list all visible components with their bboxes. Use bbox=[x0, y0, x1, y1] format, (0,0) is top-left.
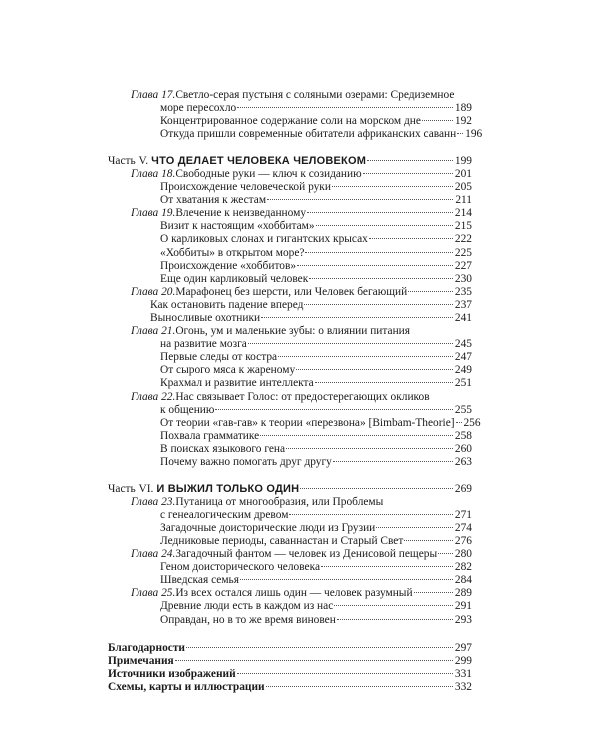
chapter-entry-continuation bbox=[108, 509, 472, 522]
dot-leader bbox=[363, 173, 453, 174]
page-number: 255 bbox=[454, 403, 472, 416]
page-number: 192 bbox=[454, 115, 472, 128]
entry-title: Ледниковые периоды, саваннастан и Старый Свет bbox=[160, 535, 404, 547]
page-number: 211 bbox=[455, 194, 472, 207]
page-number: 237 bbox=[454, 298, 472, 311]
section-entry bbox=[108, 115, 472, 128]
dot-leader bbox=[248, 343, 453, 344]
table-of-contents bbox=[108, 89, 483, 694]
entry-title: Шведская семья bbox=[160, 574, 239, 587]
entry-title: Выносливые охотники bbox=[150, 312, 261, 324]
section-entry bbox=[108, 220, 472, 233]
entry-title: Первые следы от костра bbox=[160, 351, 278, 364]
page-number: 282 bbox=[454, 561, 472, 574]
section-entry bbox=[108, 260, 472, 273]
chapter-label: Глава 17. bbox=[131, 89, 176, 101]
chapter-entry bbox=[108, 89, 472, 102]
page-number: 241 bbox=[454, 312, 472, 324]
chapter-entry-continuation bbox=[108, 404, 472, 417]
backmatter-title: Благодарности bbox=[108, 641, 185, 654]
entry-title: Похвала грамматике bbox=[160, 429, 260, 442]
entry-title-continuation: к общению bbox=[160, 403, 215, 416]
dot-leader bbox=[304, 304, 453, 305]
page-number: 222 bbox=[454, 233, 472, 246]
chapter-entry-continuation bbox=[108, 102, 472, 115]
section-entry bbox=[108, 299, 472, 312]
section-entry bbox=[108, 535, 472, 548]
entry-title: Почему важно помогать друг другу bbox=[160, 456, 332, 469]
dot-leader bbox=[414, 592, 453, 593]
page-number: 280 bbox=[454, 548, 472, 561]
chapter-label: Глава 18. bbox=[131, 167, 176, 180]
page-number: 256 bbox=[463, 416, 481, 429]
dot-leader bbox=[456, 422, 462, 423]
section-entry bbox=[108, 377, 472, 390]
section-entry bbox=[108, 181, 472, 194]
dot-leader bbox=[309, 278, 453, 279]
section-gap bbox=[108, 141, 472, 155]
dot-leader bbox=[337, 619, 453, 620]
section-entry bbox=[108, 522, 472, 535]
page-number: 245 bbox=[454, 338, 472, 351]
dot-leader bbox=[457, 133, 463, 134]
dot-leader bbox=[321, 566, 453, 567]
dot-leader bbox=[237, 673, 453, 674]
part-label: Часть VI. bbox=[108, 482, 154, 495]
dot-leader bbox=[286, 448, 453, 449]
chapter-label: Глава 24. bbox=[131, 548, 176, 561]
entry-title-continuation: море пересохло bbox=[160, 102, 237, 115]
chapter-label: Глава 25. bbox=[131, 587, 176, 600]
dot-leader bbox=[316, 225, 453, 226]
entry-title: Свободные руки — ключ к созиданию bbox=[175, 167, 362, 180]
dot-leader bbox=[422, 120, 453, 121]
section-entry bbox=[108, 273, 472, 286]
dot-leader bbox=[376, 527, 453, 528]
entry-title: Светло-серая пустыня с соляными озерами: Средиземное bbox=[175, 89, 455, 101]
dot-leader bbox=[315, 382, 453, 383]
part-heading bbox=[108, 155, 472, 168]
entry-title: Марафонец без шерсти, или Человек бегающий bbox=[175, 285, 408, 298]
backmatter-title: Примечания bbox=[108, 654, 174, 667]
dot-leader bbox=[266, 686, 453, 687]
section-entry bbox=[108, 574, 472, 587]
page-number: 291 bbox=[454, 600, 472, 613]
dot-leader bbox=[408, 291, 453, 292]
page-number: 201 bbox=[454, 167, 472, 180]
backmatter-title: Схемы, карты и иллюстрации bbox=[108, 680, 265, 693]
entry-title: Еще один карликовый человек bbox=[160, 272, 309, 285]
section-entry bbox=[108, 443, 472, 456]
dot-leader bbox=[186, 647, 453, 648]
entry-title: Происхождение человеческой руки bbox=[160, 181, 331, 194]
entry-title: Из всех остался лишь один — человек разумный bbox=[175, 587, 413, 600]
entry-title: Оправдан, но в то же время виновен bbox=[160, 613, 336, 626]
entry-title: Влечение к неизведанному bbox=[175, 207, 307, 220]
page-number: 189 bbox=[454, 102, 472, 115]
entry-title: От сырого мяса к жареному bbox=[160, 364, 296, 377]
dot-leader bbox=[240, 579, 453, 580]
dot-leader bbox=[305, 252, 453, 253]
page-number: 215 bbox=[454, 220, 472, 233]
dot-leader bbox=[267, 199, 453, 200]
section-entry bbox=[108, 430, 472, 443]
section-gap bbox=[108, 469, 472, 483]
entry-title: Огонь, ум и маленькие зубы: о влиянии питания bbox=[175, 325, 411, 338]
entry-title: Путаница от многообразия, или Проблемы bbox=[175, 495, 384, 508]
chapter-entry bbox=[108, 168, 472, 181]
page-number: 331 bbox=[454, 667, 472, 680]
page-number: 235 bbox=[454, 285, 472, 298]
section-entry bbox=[108, 312, 472, 325]
page-number: 260 bbox=[454, 442, 472, 455]
backmatter-entry bbox=[108, 668, 472, 681]
part-heading bbox=[108, 483, 472, 496]
page-number: 271 bbox=[454, 508, 472, 521]
dot-leader bbox=[297, 265, 453, 266]
page-number: 274 bbox=[454, 521, 472, 534]
section-entry bbox=[108, 351, 472, 364]
entry-title: Нас связывает Голос: от предостерегающих окликов bbox=[175, 390, 430, 403]
chapter-entry bbox=[108, 548, 472, 561]
dot-leader bbox=[175, 660, 453, 661]
section-entry bbox=[108, 456, 472, 469]
section-entry bbox=[108, 416, 481, 430]
dot-leader bbox=[261, 317, 453, 318]
chapter-entry bbox=[108, 325, 472, 338]
entry-title: Геном доисторического человека bbox=[160, 561, 321, 574]
dot-leader bbox=[404, 540, 453, 541]
page-number: 230 bbox=[454, 272, 472, 285]
page-number: 205 bbox=[454, 181, 472, 194]
page-number: 199 bbox=[454, 154, 472, 167]
chapter-label: Глава 21. bbox=[131, 325, 176, 338]
entry-title: От хватания к жестам bbox=[160, 194, 267, 207]
dot-leader bbox=[215, 409, 453, 410]
dot-leader bbox=[260, 435, 453, 436]
dot-leader bbox=[332, 186, 453, 187]
page-number: 263 bbox=[454, 456, 472, 469]
backmatter-entry bbox=[108, 655, 472, 668]
chapter-entry bbox=[108, 286, 472, 299]
chapter-label: Глава 22. bbox=[131, 390, 176, 403]
entry-title: Загадочный фантом — человек из Денисовой пещеры bbox=[175, 548, 438, 561]
part-title: ЧТО ДЕЛАЕТ ЧЕЛОВЕКА ЧЕЛОВЕКОМ bbox=[151, 154, 367, 167]
dot-leader bbox=[278, 356, 453, 357]
page-number: 249 bbox=[454, 364, 472, 377]
entry-title: «Хоббиты» в открытом море? bbox=[160, 246, 305, 259]
section-entry bbox=[108, 364, 472, 377]
entry-title-continuation: на развитие мозга bbox=[160, 338, 247, 351]
chapter-label: Глава 20. bbox=[131, 285, 176, 298]
page-number: 332 bbox=[454, 680, 472, 693]
entry-title: Крахмал и развитие интеллекта bbox=[160, 377, 314, 390]
dot-leader bbox=[296, 369, 453, 370]
entry-title: Концентрированное содержание соли на морском дне bbox=[160, 115, 421, 128]
page-number: 269 bbox=[454, 482, 472, 495]
dot-leader bbox=[307, 212, 453, 213]
section-entry bbox=[108, 600, 472, 613]
chapter-entry bbox=[108, 587, 472, 600]
page-number: 293 bbox=[454, 613, 472, 626]
dot-leader bbox=[334, 605, 453, 606]
dot-leader bbox=[237, 107, 453, 108]
section-gap bbox=[108, 627, 472, 642]
chapter-entry bbox=[108, 496, 472, 509]
section-entry bbox=[108, 194, 472, 207]
page-number: 251 bbox=[454, 377, 472, 390]
entry-title: О карликовых слонах и гигантских крысах bbox=[160, 233, 368, 246]
chapter-entry bbox=[108, 391, 472, 404]
section-entry bbox=[108, 614, 472, 627]
page-number: 227 bbox=[454, 259, 472, 272]
entry-title: Визит к настоящим «хоббитам» bbox=[160, 220, 315, 233]
page-number: 276 bbox=[454, 535, 472, 547]
page-number: 284 bbox=[454, 574, 472, 587]
entry-title: Происхождение «хоббитов» bbox=[160, 259, 297, 272]
entry-title: Загадочные доисторические люди из Грузии bbox=[160, 521, 376, 534]
dot-leader bbox=[369, 238, 453, 239]
entry-title-continuation: с генеалогическим древом bbox=[160, 508, 289, 521]
entry-title: В поисках языкового гена bbox=[160, 442, 286, 455]
page-number: 247 bbox=[454, 351, 472, 364]
dot-leader bbox=[300, 488, 453, 489]
entry-title: От теории «гав-гав» к теории «перезвона» [Bimbam-Theorie] bbox=[160, 416, 455, 429]
page-number: 225 bbox=[454, 246, 472, 259]
backmatter-entry bbox=[108, 681, 472, 694]
entry-title: Откуда пришли современные обитатели африканских саванн bbox=[160, 128, 457, 141]
backmatter-entry bbox=[108, 642, 472, 655]
page-number: 299 bbox=[454, 654, 472, 667]
page-number: 297 bbox=[454, 641, 472, 654]
page-number: 196 bbox=[465, 128, 483, 141]
part-label: Часть V. bbox=[108, 154, 149, 167]
dot-leader bbox=[367, 160, 453, 161]
dot-leader bbox=[289, 514, 453, 515]
section-entry bbox=[108, 128, 483, 141]
section-entry bbox=[108, 233, 472, 246]
chapter-label: Глава 19. bbox=[131, 207, 176, 220]
page-number: 214 bbox=[454, 207, 472, 220]
entry-title: Как остановить падение вперед bbox=[150, 298, 304, 311]
section-entry bbox=[108, 247, 472, 260]
section-entry bbox=[108, 561, 472, 574]
dot-leader bbox=[438, 553, 453, 554]
backmatter-title: Источники изображений bbox=[108, 667, 236, 680]
chapter-label: Глава 23. bbox=[131, 495, 176, 508]
page-number: 258 bbox=[454, 429, 472, 442]
chapter-entry bbox=[108, 207, 472, 220]
chapter-entry-continuation bbox=[108, 338, 472, 351]
page-number: 289 bbox=[454, 587, 472, 600]
entry-title: Древние люди есть в каждом из нас bbox=[160, 600, 334, 613]
part-title: И ВЫЖИЛ ТОЛЬКО ОДИН bbox=[156, 482, 300, 495]
dot-leader bbox=[333, 461, 453, 462]
